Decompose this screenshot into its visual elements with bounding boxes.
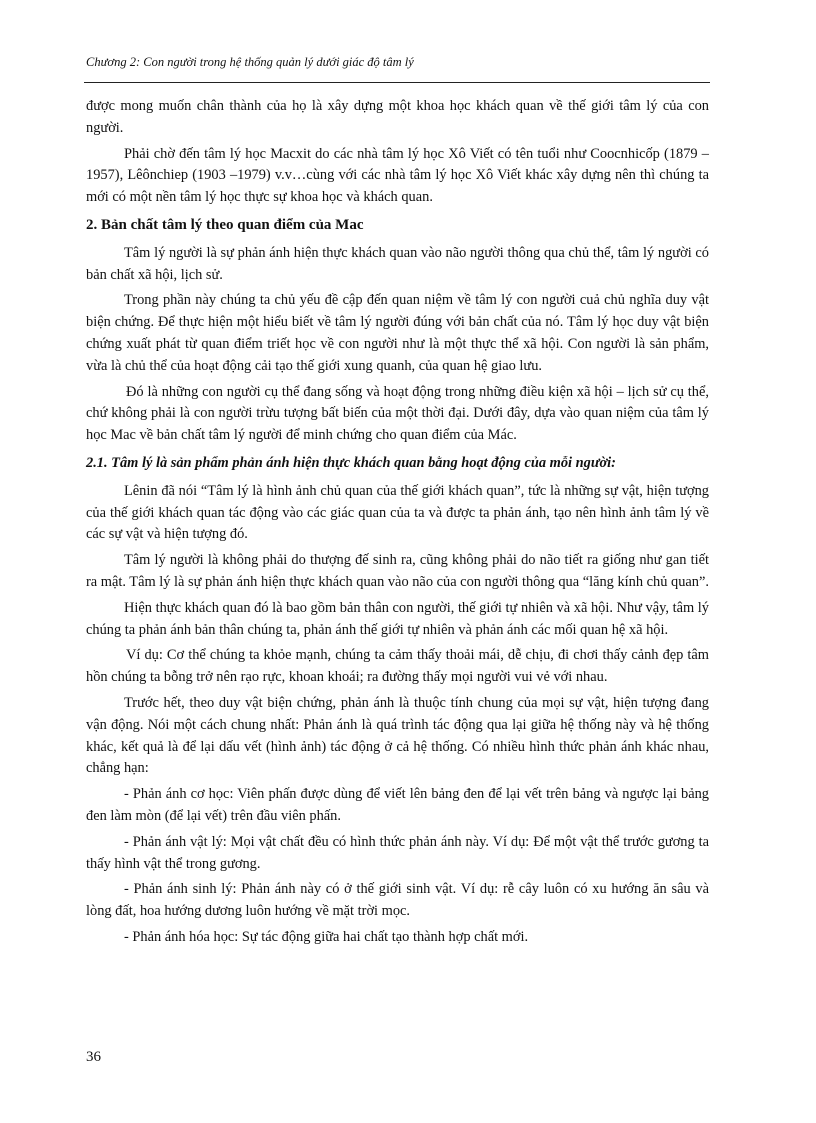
list-item: - Phản ánh vật lý: Mọi vật chất đều có hình thức phản ánh này. Ví dụ: Để một vật thể trước gương ta thấy hình vật thể trong gương. bbox=[86, 833, 709, 872]
paragraph: Ví dụ: Cơ thể chúng ta khỏe mạnh, chúng ta cảm thấy thoải mái, dễ chịu, đi chơi thấy cảnh đẹp tâm hồn chúng ta bỗng trở nên rạo rực, khoan khoái; ra đường thấy mọi người vui vẻ với nhau. bbox=[86, 647, 709, 686]
paragraph: Trong phần này chúng ta chủ yếu đề cập đến quan niệm về tâm lý con người cuả chủ nghĩa duy vật biện chứng. Để thực hiện một hiểu biết về tâm lý người đúng với bản chất của nó. Tâm lý học duy vật biện chứng xuất phát từ quan điểm triết học về con người như là một thực thể xã hội. Con người là sản phẩm, vừa là chủ thể của hoạt động cải tạo thế giới xung quanh, của quan hệ giao lưu. bbox=[86, 292, 709, 374]
list-item: - Phản ánh cơ học: Viên phấn được dùng để viết lên bảng đen để lại vết trên bảng và ngược lại bảng đen làm mòn (để lại vết) trên đầu viên phấn. bbox=[86, 786, 709, 824]
paragraph: Phải chờ đến tâm lý học Macxit do các nhà tâm lý học Xô Viết có tên tuổi như Coocnhicốp (1879 –1957), Lêônchiep (1903 –1979) v.v…cùng với các nhà tâm lý học Xô Viết khác xây dựng nên thì chúng ta mới có một nền tâm lý học thực sự khoa học và khách quan. bbox=[86, 145, 709, 206]
section-heading: 2. Bản chất tâm lý theo quan điểm của Mac bbox=[86, 216, 364, 233]
paragraph: Lênin đã nói “Tâm lý là hình ảnh chủ quan của thế giới khách quan”, tức là những sự vật, hiện tượng của thế giới khách quan tác động vào các giác quan của ta và được ta phản ánh, tạo nên hình ảnh tâm lý về các sự vật và hiện tượng đó. bbox=[86, 482, 709, 543]
subsection-heading: 2.1. Tâm lý là sản phẩm phản ánh hiện thực khách quan bằng hoạt động của mỗi người: bbox=[86, 454, 616, 471]
paragraph: Trước hết, theo duy vật biện chứng, phản ánh là thuộc tính chung của mọi sự vật, hiện tượng đang vận động. Nói một cách chung nhất: Phản ánh là quá trình tác động qua lại giữa hệ thống này và hệ thống khác, kết quả là để lại dấu vết (hình ảnh) tác động ở cả hệ thống. Có nhiều hình thức phản ánh khác nhau, chẳng hạn: bbox=[86, 694, 709, 777]
page-number: 36 bbox=[86, 1049, 101, 1065]
page-body bbox=[86, 96, 709, 953]
paragraph: Tâm lý người là không phải do thượng đế sinh ra, cũng không phải do não tiết ra giống như gan tiết ra mật. Tâm lý là sự phản ánh hiện thực khách quan vào não của con người thông qua “lăng kính chủ quan”. bbox=[86, 552, 709, 590]
paragraph: Hiện thực khách quan đó là bao gồm bản thân con người, thế giới tự nhiên và xã hội. Như vậy, tâm lý chúng ta phản ánh bản thân chúng ta, phản ánh thế giới tự nhiên và phản ánh các mối quan hệ xã hội. bbox=[86, 599, 709, 638]
paragraph: Tâm lý người là sự phản ánh hiện thực khách quan vào não người thông qua chủ thể, tâm lý người có bản chất xã hội, lịch sử. bbox=[86, 244, 709, 283]
list-item: - Phản ánh hóa học: Sự tác động giữa hai chất tạo thành hợp chất mới. bbox=[124, 928, 529, 945]
list-item: - Phản ánh sinh lý: Phản ánh này có ở thế giới sinh vật. Ví dụ: rễ cây luôn có xu hướng ăn sâu và lòng đất, hoa hướng dương luôn hướng về mặt trời mọc. bbox=[86, 881, 709, 920]
paragraph: Đó là những con người cụ thể đang sống và hoạt động trong những điều kiện xã hội – lịch sử cụ thể, chứ không phải là con người trừu tượng bất biến của một thời đại. Dưới đây, dựa vào quan niệm của tâm lý học Mac về bản chất tâm lý người để minh chứng cho quan điểm của Mác. bbox=[86, 383, 709, 444]
running-header: Chương 2: Con người trong hệ thống quản lý dưới giác độ tâm lý bbox=[86, 55, 414, 69]
paragraph: được mong muốn chân thành của họ là xây dựng một khoa học khách quan về thế giới tâm lý của con người. bbox=[86, 98, 709, 136]
header-rule bbox=[84, 82, 710, 83]
